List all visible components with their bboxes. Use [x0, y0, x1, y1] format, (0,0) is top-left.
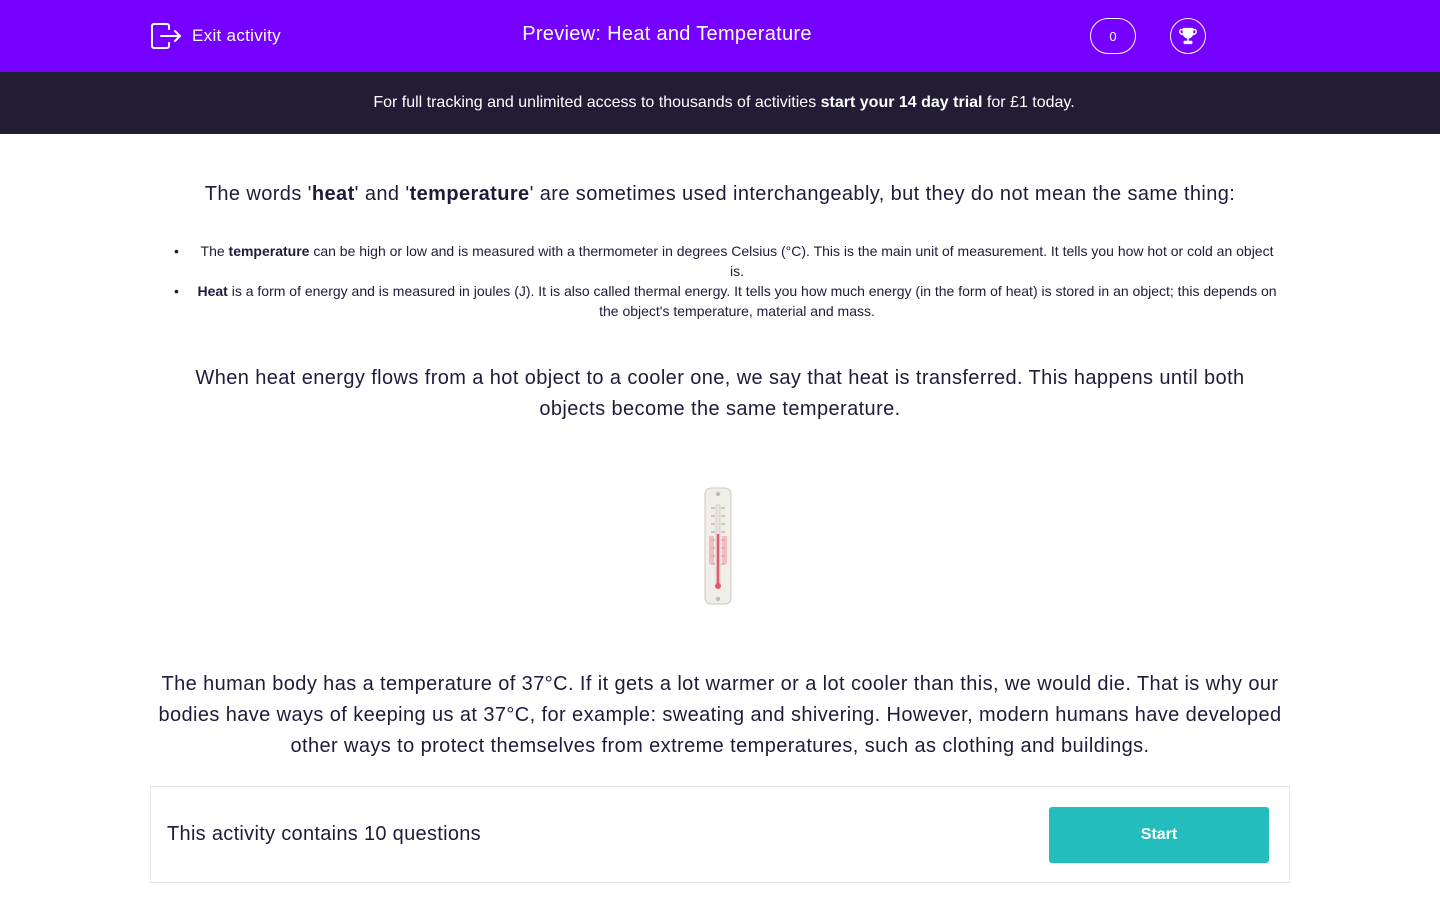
start-button[interactable]: Start — [1049, 807, 1269, 863]
exit-activity-label: Exit activity — [192, 26, 281, 45]
trial-link[interactable]: start your 14 day trial — [820, 94, 983, 111]
score-badge: 0 — [1090, 18, 1136, 54]
intro-text: The words ' — [204, 183, 312, 205]
list-item — [174, 281, 1290, 321]
top-bar — [0, 0, 1440, 72]
body-temperature-paragraph: The human body has a temperature of 37°C. If it gets a lot warmer or a lot cooler than this, we would die. That is why our bodies have ways of keeping us at 37°C, for example: sweating and shivering. However, modern humans have developed other ways to protect themselves from extreme temperatures, such as clothing and buildings. — [158, 673, 1282, 757]
trophy-icon — [1177, 25, 1199, 47]
list-item-term: Heat — [197, 283, 228, 299]
intro-paragraph — [150, 180, 1290, 208]
intro-text: ' and ' — [354, 183, 410, 205]
heat-transfer-paragraph: When heat energy flows from a hot object to a cooler one, we say that heat is transferred. This happens until both objects become the same temperature. — [195, 367, 1245, 420]
trial-banner — [0, 72, 1440, 134]
banner-text-end: for £1 today. — [982, 94, 1075, 111]
list-item-text: The — [200, 243, 229, 259]
trophy-button[interactable] — [1170, 18, 1206, 54]
list-item-text: is a form of energy and is measured in joules (J). It is also called thermal energy. It tells you how much energy (in the form of heat) is stored in an object; this depends on the object's temperature, material and mass. — [227, 283, 1277, 319]
banner-text: For full tracking and unlimited access to thousands of activities — [373, 94, 821, 111]
activity-footer — [150, 786, 1290, 883]
intro-bold-heat: heat — [311, 183, 355, 205]
definition-list — [174, 241, 1290, 321]
intro-text: ' are sometimes used interchangeably, but they do not mean the same thing: — [529, 183, 1236, 205]
list-item-text: can be high or low and is measured with a thermometer in degrees Celsius (°C). This is the main unit of measurement. It tells you how hot or cold an object is. — [309, 243, 1274, 279]
list-item-term: temperature — [228, 243, 310, 259]
thermometer-image — [703, 486, 735, 606]
question-count: This activity contains 10 questions — [167, 823, 481, 845]
list-item — [174, 241, 1290, 281]
intro-bold-temperature: temperature — [409, 183, 530, 205]
page-title: Preview: Heat and Temperature — [522, 23, 812, 45]
